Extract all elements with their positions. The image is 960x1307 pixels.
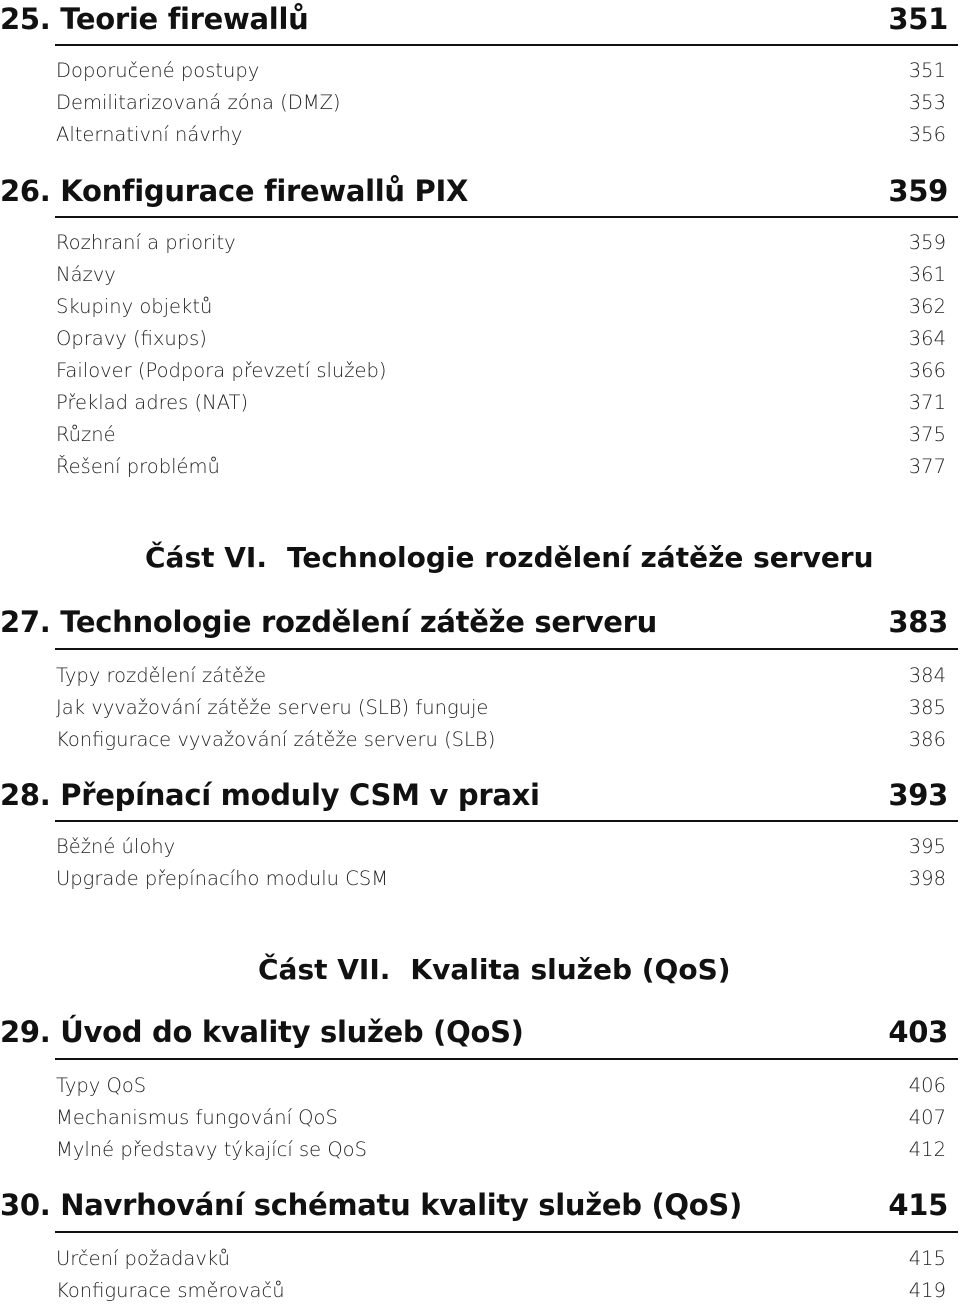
chapter-title	[0, 605, 657, 639]
toc-entry	[56, 123, 946, 147]
chapter-divider	[55, 1058, 958, 1060]
part-title: Kvalita služeb (QoS)	[410, 953, 731, 986]
toc-entry-title: Alternativní návrhy	[56, 123, 243, 146]
toc-entry-title: Mylné představy týkající se QoS	[56, 1138, 367, 1161]
chapter-number: 27.	[0, 605, 51, 639]
toc-entry-page: 375	[908, 423, 946, 446]
toc-entry-title: Upgrade přepínacího modulu CSM	[56, 867, 389, 890]
chapter-title	[0, 1188, 742, 1222]
part-number: Část VII.	[258, 953, 391, 986]
toc-entry	[56, 867, 946, 891]
toc-entry-page: 385	[908, 696, 946, 719]
toc-entry	[56, 59, 946, 83]
toc-entry-title: Běžné úlohy	[56, 835, 176, 858]
toc-entry-page: 406	[908, 1074, 946, 1097]
toc-entry	[56, 1074, 946, 1098]
toc-entry-title: Konfigurace směrovačů	[56, 1279, 285, 1302]
toc-entry-page: 407	[908, 1106, 946, 1129]
toc-entry	[56, 327, 946, 351]
toc-entry	[56, 1247, 946, 1271]
toc-entry-title: Názvy	[56, 263, 116, 286]
chapter-heading	[0, 2, 948, 36]
toc-entry	[56, 1279, 946, 1303]
toc-entry-page: 415	[908, 1247, 946, 1270]
toc-entry	[56, 359, 946, 383]
chapter-heading	[0, 605, 948, 639]
chapter-heading	[0, 174, 948, 208]
chapter-divider	[55, 44, 958, 46]
chapter-page-number: 393	[888, 778, 948, 812]
toc-entry-title: Typy rozdělení zátěže	[56, 664, 267, 687]
toc-entry-page: 366	[908, 359, 946, 382]
part-title: Technologie rozdělení zátěže serveru	[286, 541, 874, 574]
toc-entry	[56, 391, 946, 415]
toc-entry-page: 362	[908, 295, 946, 318]
chapter-divider	[55, 1231, 958, 1233]
toc-entry-page: 364	[908, 327, 946, 350]
toc-entry-page: 395	[908, 835, 946, 858]
chapter-title	[0, 1015, 524, 1049]
toc-entry	[56, 728, 946, 752]
chapter-heading	[0, 1015, 948, 1049]
toc-entry-title: Rozhraní a priority	[56, 231, 236, 254]
toc-entry-title: Typy QoS	[56, 1074, 147, 1097]
chapter-heading	[0, 778, 948, 812]
chapter-divider	[55, 216, 958, 218]
toc-entry	[56, 1138, 946, 1162]
chapter-title	[0, 174, 468, 208]
toc-entry-title: Demilitarizovaná zóna (DMZ)	[56, 91, 341, 114]
chapter-page-number: 359	[888, 174, 948, 208]
chapter-title-text: Technologie rozdělení zátěže serveru	[60, 605, 658, 639]
part-number: Část VI.	[145, 541, 267, 574]
chapter-page-number: 415	[888, 1188, 948, 1222]
toc-entry-page: 384	[908, 664, 946, 687]
toc-entry-page: 351	[908, 59, 946, 82]
chapter-title-text: Konfigurace firewallů PIX	[60, 174, 469, 208]
toc-entry-title: Doporučené postupy	[56, 59, 260, 82]
toc-entry-title: Konfigurace vyvažování zátěže serveru (SLB)	[56, 728, 496, 751]
toc-entry-title: Jak vyvažování zátěže serveru (SLB) funguje	[56, 696, 489, 719]
chapter-divider	[55, 820, 958, 822]
toc-entry	[56, 696, 946, 720]
toc-entry-title: Opravy (fixups)	[56, 327, 207, 350]
chapter-title-text: Přepínací moduly CSM v praxi	[60, 778, 540, 812]
toc-entry	[56, 263, 946, 287]
chapter-number: 30.	[0, 1188, 51, 1222]
chapter-divider	[55, 648, 958, 650]
chapter-page-number: 383	[888, 605, 948, 639]
toc-entry-title: Překlad adres (NAT)	[56, 391, 249, 414]
toc-entry-title: Skupiny objektů	[56, 295, 213, 318]
chapter-title-text: Úvod do kvality služeb (QoS)	[60, 1015, 524, 1049]
toc-entry-page: 398	[908, 867, 946, 890]
toc-entry	[56, 231, 946, 255]
toc-entry	[56, 91, 946, 115]
chapter-heading	[0, 1188, 948, 1222]
toc-entry	[56, 1106, 946, 1130]
toc-entry-page: 361	[908, 263, 946, 286]
toc-entry-title: Failover (Podpora převzetí služeb)	[56, 359, 387, 382]
chapter-title-text: Navrhování schématu kvality služeb (QoS)	[60, 1188, 742, 1222]
chapter-title	[0, 2, 308, 36]
toc-entry	[56, 295, 946, 319]
toc-entry-title: Určení požadavků	[56, 1247, 230, 1270]
toc-entry	[56, 835, 946, 859]
chapter-number: 29.	[0, 1015, 51, 1049]
toc-entry	[56, 664, 946, 688]
part-heading	[258, 953, 731, 987]
toc-entry-page: 419	[908, 1279, 946, 1302]
chapter-title	[0, 778, 540, 812]
toc-entry-page: 371	[908, 391, 946, 414]
chapter-page-number: 351	[888, 2, 948, 36]
toc-entry-title: Mechanismus fungování QoS	[56, 1106, 338, 1129]
toc-entry-page: 359	[908, 231, 946, 254]
chapter-title-text: Teorie firewallů	[60, 2, 309, 36]
chapter-page-number: 403	[888, 1015, 948, 1049]
part-heading	[145, 541, 874, 575]
toc-entry-page: 377	[908, 455, 946, 478]
toc-entry	[56, 423, 946, 447]
toc-entry-page: 412	[908, 1138, 946, 1161]
toc-entry-page: 353	[908, 91, 946, 114]
chapter-number: 28.	[0, 778, 51, 812]
chapter-number: 25.	[0, 2, 51, 36]
toc-entry	[56, 455, 946, 479]
toc-entry-page: 356	[908, 123, 946, 146]
toc-entry-page: 386	[908, 728, 946, 751]
toc-entry-title: Různé	[56, 423, 116, 446]
toc-entry-title: Řešení problémů	[56, 455, 220, 478]
chapter-number: 26.	[0, 174, 51, 208]
